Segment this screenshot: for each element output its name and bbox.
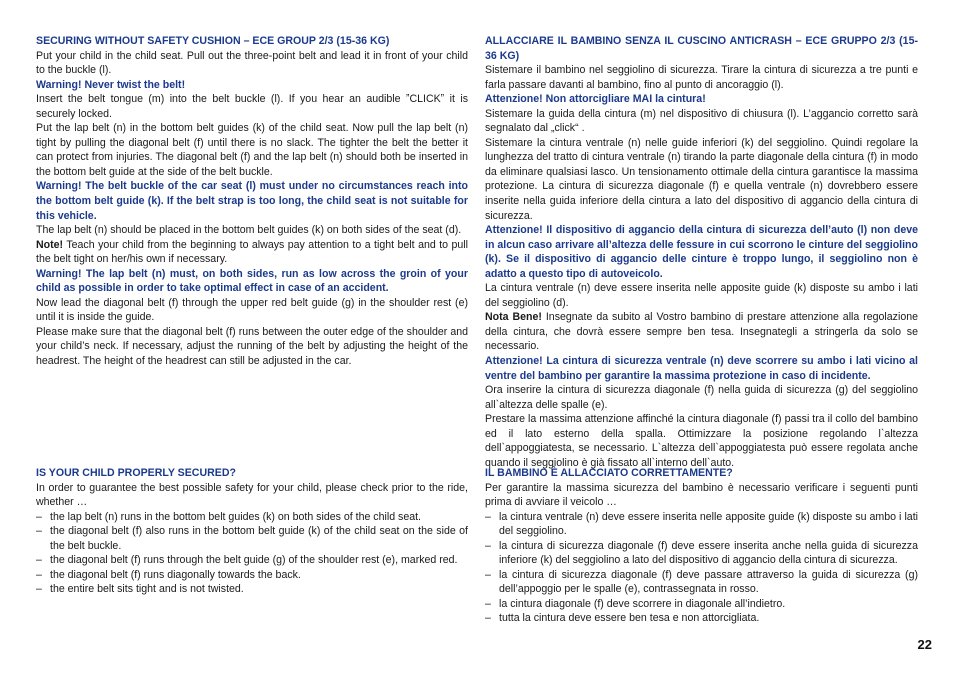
paragraph: Put your child in the child seat. Pull out the three-point belt and lead it in front of your child to the buckle (l).	[36, 49, 468, 77]
paragraph: Now lead the diagonal belt (f) through the upper red belt guide (g) in the shoulder rest (e) until it is inside the guide.	[36, 296, 468, 324]
paragraph: La cintura ventrale (n) deve essere inserita nelle apposite guide (k) disposte su ambo i lati del seggiolino (d).	[485, 282, 918, 309]
note-text: Insegnate da subito al Vostro bambino di prestare attenzione alla regolazione della cintura, che dovrà essere sempre ben tesa. Insegnategli a stringerla da solo se necessario.	[485, 311, 919, 353]
section-heading: IS YOUR CHILD PROPERLY SECURED?	[36, 467, 236, 479]
section-heading: SECURING WITHOUT SAFETY CUSHION – ECE GROUP 2/3 (15-36 KG)	[36, 35, 390, 47]
english-check-section	[36, 466, 468, 597]
note-paragraph	[36, 238, 468, 267]
list-item: – the diagonal belt (f) runs through the belt guide (g) of the shoulder rest (e), marked red.	[36, 553, 468, 568]
checklist	[485, 510, 918, 626]
paragraph: Sistemare la cintura ventrale (n) nelle guide inferiori (k) del seggiolino. Quindi regolare la lunghezza del tratto di cintura ventrale (n) tirando la parte diagonale della cintura (f) in modo da eliminare qualsiasi lasco. Un tensionamento ottimale della cintura garantisce la massima protezione. La cintura di sicurezza diagonale (f) e quella ventrale (n) dovrebbero essere inserite nella guida inferiore della cintura a lato del dispositivo di aggancio della cintura di sicurezza.	[485, 136, 918, 222]
paragraph: Sistemare la guida della cintura (m) nel dispositivo di chiusura (l). L’aggancio corretto sarà segnalato dal „click“ .	[485, 107, 918, 135]
paragraph: Insert the belt tongue (m) into the belt buckle (l). If you hear an audible ˮCLICKˮ it is securely locked.	[36, 93, 468, 120]
paragraph: Put the lap belt (n) in the bottom belt guides (k) of the child seat. Now pull the lap belt (n) tight by pulling the diagonal belt (f) until there is no slack. The tighter the belt the better it can protect from injuries. The diagonal belt (f) and the lap belt (n) should both be inserted in the bottom belt guide at the side of the belt buckle.	[36, 122, 468, 178]
paragraph: Prestare la massima attenzione affinché la cintura diagonale (f) passi tra il collo del bambino ed il lato esterno della spalla. Ottimizzare la posizione regolando l`altezza dell`appoggiatesta, se necessario. L`altezza dell`appoggiatesta può essere regolata anche quando il seggiolino è già fissato all`interno dell`auto.	[485, 413, 918, 469]
list-item: – la cintura ventrale (n) deve essere inserita nelle apposite guide (k) disposte su ambo i lati del seggiolino.	[485, 510, 918, 539]
list-item: – the entire belt sits tight and is not twisted.	[36, 582, 468, 597]
list-item: – the lap belt (n) runs in the bottom belt guides (k) on both sides of the child seat.	[36, 510, 468, 525]
checklist	[36, 510, 468, 597]
warning-text: Warning! The belt buckle of the car seat (l) must under no circumstances reach into the bottom belt guide (k). If the belt strap is too long, the child seat is not suitable for this vehicle.	[36, 180, 468, 222]
note-label: Nota Bene!	[485, 311, 542, 324]
list-item: – la cintura di sicurezza diagonale (f) deve passare attraverso la guida di sicurezza (g) dell’appoggio per le spalle (e), contrassegnata in rosso.	[485, 568, 918, 597]
note-paragraph	[485, 310, 918, 354]
list-item: – the diagonal belt (f) also runs in the bottom belt guide (k) of the child seat on the side of the belt buckle.	[36, 524, 468, 553]
warning-text: Attenzione! Non attorcigliare MAI la cintura!	[485, 93, 706, 106]
warning-text: Warning! Never twist the belt!	[36, 78, 186, 91]
paragraph: The lap belt (n) should be placed in the bottom belt guides (k) on both sides of the seat (d).	[36, 224, 462, 237]
paragraph: Please make sure that the diagonal belt (f) runs between the outer edge of the shoulder and your child’s neck. If necessary, adjust the running of the belt by adjusting the height of the headrest. The height of the headrest can still be adjusted in the car.	[36, 325, 468, 368]
italian-securing-section	[485, 34, 918, 470]
list-item: – la cintura diagonale (f) deve scorrere in diagonale all’indietro.	[485, 597, 918, 612]
page-number: 22	[917, 637, 932, 652]
section-heading: IL BAMBINO È ALLACCIATO CORRETTAMENTE?	[485, 467, 733, 479]
paragraph: Ora inserire la cintura di sicurezza diagonale (f) nella guida di sicurezza (g) del seggiolino all`altezza delle spalle (e).	[485, 384, 918, 411]
paragraph: In order to guarantee the best possible safety for your child, please check prior to the ride, whether …	[36, 481, 468, 509]
paragraph: Sistemare il bambino nel seggiolino di sicurezza. Tirare la cintura di sicurezza a tre punti e farla passare davanti al bambino, fino al punto di ancoraggio (l).	[485, 64, 918, 91]
list-item: – tutta la cintura deve essere ben tesa e non attorcigliata.	[485, 611, 918, 626]
paragraph: Per garantire la massima sicurezza del bambino è necessario verificare i seguenti punti prima di avviare il veicolo …	[485, 481, 918, 509]
note-label: Note!	[36, 238, 64, 251]
warning-text: Attenzione! Il dispositivo di aggancio della cintura di sicurezza dell’auto (l) non deve in alcun caso arrivare all’altezza delle fessure in cui scorrono le cinture del seggiolino (k). Se il dispositivo di aggancio delle cinture è troppo lungo, il seggiolino non è adatto a questo tipo di autoveicolo.	[485, 224, 918, 280]
note-text: Teach your child from the beginning to always pay attention to a tight belt and to pull the belt tight on her/his own if necessary.	[36, 238, 468, 266]
warning-text: Attenzione! La cintura di sicurezza ventrale (n) deve scorrere su ambo i lati vicino al ventre del bambino per garantire la massima protezione in caso di incidente.	[485, 355, 918, 382]
list-item: – the diagonal belt (f) runs diagonally towards the back.	[36, 568, 468, 583]
section-heading: ALLACCIARE IL BAMBINO SENZA IL CUSCINO ANTICRASH – ECE GRUPPO 2/3 (15-36 KG)	[485, 35, 918, 62]
english-securing-section	[36, 34, 468, 369]
warning-text: Warning! The lap belt (n) must, on both sides, run as low across the groin of your child as possible in order to take optimal effect in case of an accident.	[36, 267, 468, 295]
list-item: – la cintura di sicurezza diagonale (f) deve essere inserita anche nella guida di sicurezza inferiore (k) del seggiolino a lato del dispositivo di aggancio della cintura di sicurezza.	[485, 539, 918, 568]
italian-check-section	[485, 466, 918, 626]
